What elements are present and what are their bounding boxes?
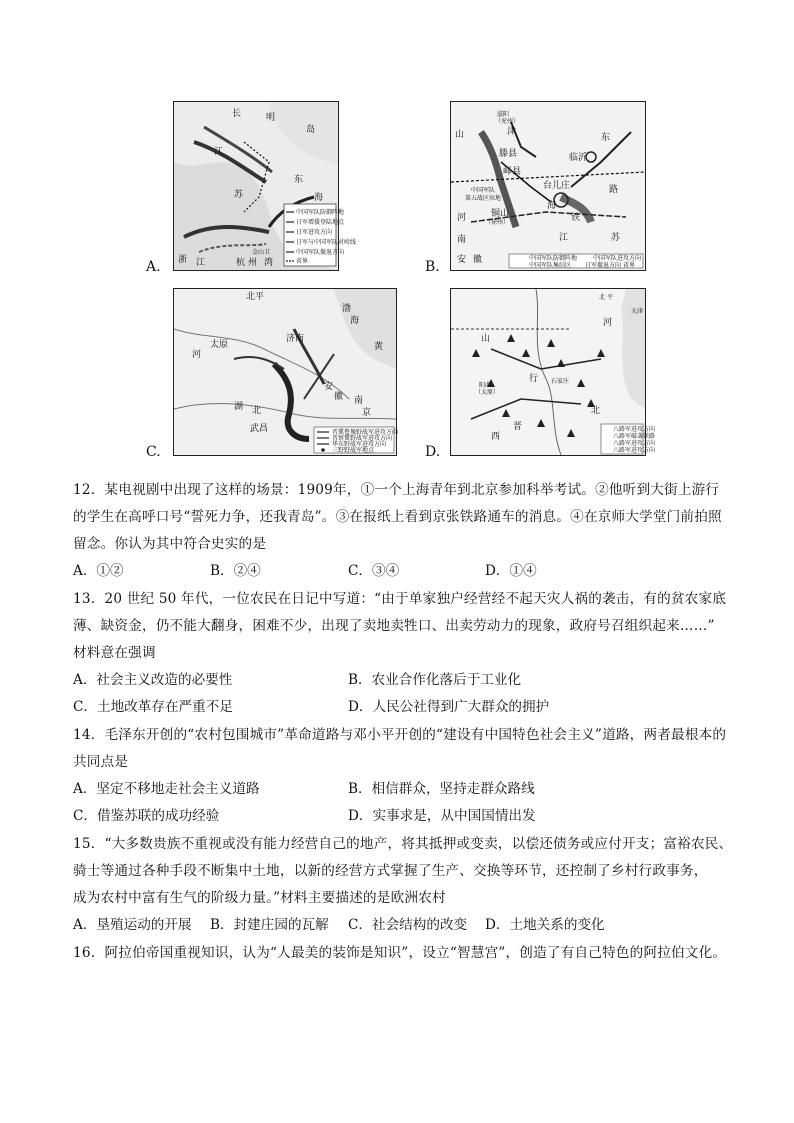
map-d-legend-1: 八路军进攻方向 [613, 426, 656, 433]
map-c-place-14: 徽 [334, 392, 344, 402]
q15-option-d[interactable]: D．土地关系的变化 [485, 917, 605, 933]
map-c-legend-2: 晋察冀野战军进攻方向 [332, 435, 393, 442]
map-c-place-8: 南 [354, 396, 364, 406]
map-a-place-3: 江 [214, 147, 224, 157]
map-b-place-20: 苏 [611, 233, 621, 243]
map-a-place-8: 浙 [178, 255, 188, 265]
map-b-place-22: 徽 [473, 255, 483, 265]
q12-option-b[interactable]: B．②④ [210, 563, 261, 579]
map-c-place-6: 太原 [210, 340, 229, 350]
map-b-place-2: 东 [601, 133, 611, 143]
map-c-place-12: 北 [252, 406, 262, 416]
q15-option-a[interactable]: A．垦殖运动的开展 [73, 917, 192, 933]
map-d-place-8: 阳曲 [479, 382, 492, 389]
map-b [450, 101, 646, 271]
map-b-place-5: 津 [507, 127, 517, 137]
map-a-place-9: 江 [196, 258, 206, 268]
map-d-place-9: （太原） [475, 389, 500, 396]
map-a-legend-4: 日军与中国军队对峙线 [296, 239, 357, 246]
q13-option-c[interactable]: C．土地改革存在严重不足 [73, 699, 233, 715]
q14-option-c[interactable]: C．借鉴苏联的成功经验 [73, 808, 220, 824]
map-d-place-11: 行 [529, 374, 539, 384]
map-b-legend-5: 省界 [623, 262, 636, 269]
map-d-place-12: 晋 [513, 422, 523, 432]
map-c-legend-4: 三野野战军地点 [332, 447, 375, 454]
map-a-drawing [174, 102, 357, 270]
map-a-place-11: 州 [248, 258, 258, 268]
map-c-place-3: 海 [350, 316, 360, 326]
q13-option-a[interactable]: A．社会主义改造的必要性 [73, 672, 233, 688]
q12-line-3: 留念。你认为其中符合史实的是 [73, 536, 267, 552]
map-d-legend-4: 八路军进攻方向 [613, 447, 656, 454]
map-a-legend-6: 省界 [296, 258, 309, 265]
q14-option-d[interactable]: D．实事求是，从中国国情出发 [348, 808, 536, 824]
q12-option-a[interactable]: A．①② [73, 563, 124, 579]
map-d-place-4: 山 [481, 334, 491, 344]
map-c-place-2: 渤 [342, 304, 352, 314]
q14-line-1: 14．毛泽东开创的“农村包围城市”革命道路与邓小平开创的“建设有中国特色社会主义”道路，两者最根本的 [73, 727, 727, 743]
map-b-legend-2: 中国军队进攻方向 [593, 255, 642, 262]
map-c-place-11: 湖 [234, 402, 244, 412]
map-d [450, 288, 656, 456]
map-a-legend-5: 中国军队撤退方向 [296, 249, 345, 256]
map-a-legend-2: 日军增援登陆地点 [296, 219, 345, 226]
map-b-place-21: 安 [457, 255, 467, 265]
map-a-place-2: 明 [266, 113, 276, 123]
q12-option-c[interactable]: C．③④ [348, 563, 400, 579]
map-d-place-6: 河 [603, 318, 613, 328]
map-b-place-17: 铁 [571, 213, 581, 223]
map-a-legend-1: 中国军队防御阵地 [296, 209, 345, 216]
map-d-legend-3: 八路军进攻方向 [613, 440, 656, 447]
map-c-place-4: 黄 [374, 342, 384, 352]
map-c-place-10: 武昌 [250, 424, 269, 434]
map-d-legend-2: 八路军破袭铁路 [613, 433, 656, 440]
map-d-place-5: 西 [491, 432, 501, 442]
map-d-place-1: 北 [599, 294, 606, 301]
q15-option-b[interactable]: B．封建庄园的瓦解 [210, 917, 329, 933]
map-a-place-1: 长 [232, 109, 242, 119]
map-b-place-16: 海 [547, 201, 557, 211]
map-b-legend-1: 中国军队防御阵地 [529, 255, 578, 262]
map-c-legend-3: 华东野战军进攻方向 [332, 441, 387, 448]
q14-option-a[interactable]: A．坚定不移地走社会主义道路 [73, 781, 260, 797]
map-c-place-5: 河 [192, 350, 202, 360]
map-b-place-7: 临沂 [569, 153, 588, 163]
map-d-place-2: 平 [607, 294, 614, 301]
map-b-place-6: 滕县 [499, 149, 518, 159]
map-b-place-13: （徐州） [485, 219, 510, 226]
map-b-place-12: 铜山 [491, 209, 510, 219]
q14-line-2: 共同点是 [73, 754, 129, 770]
map-a-legend-3: 日军进攻方向 [296, 229, 333, 236]
map-d-place-3: 天津 [631, 308, 644, 315]
q13-line-1: 13．20 世纪 50 年代，一位农民在日记中写道：“由于单家独户经营经不起天灾人祸的袭击，有的贫农家底 [73, 591, 727, 607]
map-b-legend-4: 日军撤退方向 [585, 262, 622, 269]
map-a-place-7: 苏 [234, 190, 244, 200]
q15-line-2: 骑士等通过各种手段不断集中土地，以新的经营方式掌握了生产、交换等环节，还控制了乡村行政事务， [73, 863, 708, 879]
map-d-label: D. [425, 444, 441, 460]
q13-option-b[interactable]: B．农业合作化落后于工业化 [348, 672, 522, 688]
map-b-place-9: 台儿庄 [543, 181, 571, 191]
map-b-label: B. [425, 259, 440, 275]
q12-line-2: 的学生在高呼口号“誓死力争，还我青岛”。③在报纸上看到京张铁路通车的消息。④在京师大学堂门前拍照 [73, 509, 722, 525]
map-b-place-11: 第五战区驻地 [465, 195, 502, 202]
q12-line-1: 12．某电视剧中出现了这样的场景：1909年，①一个上海青年到北京参加科举考试。②他听到大街上游行 [73, 482, 720, 498]
q15-line-3: 成为农村中富有生气的阶级力量。”材料主要描述的是欧洲农村 [73, 890, 446, 906]
map-b-drawing [451, 102, 645, 270]
q15-line-1: 15．“大多数贵族不重视或没有能力经营自己的地产，将其抵押或变卖，以偿还债务或应付开支；富裕农民、 [73, 836, 733, 852]
map-b-place-18: 路 [609, 185, 619, 195]
q13-option-d[interactable]: D．人民公社得到广大群众的拥护 [348, 699, 550, 715]
q14-option-b[interactable]: B．相信群众，坚持走群众路线 [348, 781, 535, 797]
map-b-place-14: 河 [457, 213, 467, 223]
map-a-label: A. [146, 259, 161, 275]
map-a-place-5: 东 [294, 175, 304, 185]
map-b-place-8: 峄县 [503, 167, 522, 177]
map-c-place-9: 京 [362, 408, 372, 418]
map-a-place-13: 金山卫 [252, 249, 271, 256]
q16-line-1: 16．阿拉伯帝国重视知识，认为“人最美的装饰是知识”，设立“智慧宫”，创造了有自己特色的阿拉伯文化。 [73, 945, 727, 961]
map-a-place-12: 湾 [264, 258, 274, 268]
map-b-place-4: （兖州） [495, 118, 520, 125]
map-a-place-10: 杭 [236, 258, 246, 268]
map-b-place-10: 中国军队 [471, 187, 496, 194]
map-c-legend-1: 晋冀鲁豫野战军进攻方向 [332, 429, 399, 436]
map-c-place-13: 安 [324, 382, 334, 392]
map-c-drawing [174, 289, 399, 455]
q13-line-2: 薄、缺资金，仍不能大翻身，困难不少，出现了卖地卖牲口、出卖劳动力的现象，政府号召组织起来……” [73, 618, 715, 634]
map-c-place-1: 北平 [246, 292, 265, 302]
map-b-place-19: 江 [559, 233, 569, 243]
q13-line-3: 材料意在强调 [73, 645, 156, 661]
q12-option-d[interactable]: D．①④ [485, 563, 537, 579]
map-c-label: C. [146, 444, 161, 460]
q15-option-c[interactable]: C．社会结构的改变 [348, 917, 468, 933]
map-a [173, 101, 357, 271]
map-d-place-10: 石家庄 [551, 378, 570, 385]
map-d-drawing [451, 289, 656, 455]
map-b-legend-3: 中国军队集结区 [529, 262, 572, 269]
map-d-place-7: 北 [591, 406, 601, 416]
map-b-place-15: 南 [457, 235, 467, 245]
map-c [173, 288, 397, 456]
map-b-place-1: 山 [455, 130, 465, 140]
map-a-place-4: 岛 [306, 125, 316, 135]
map-c-place-7: 济南 [286, 334, 305, 344]
map-a-place-6: 海 [314, 193, 324, 203]
map-b-place-3: 滋阳 [497, 111, 510, 118]
